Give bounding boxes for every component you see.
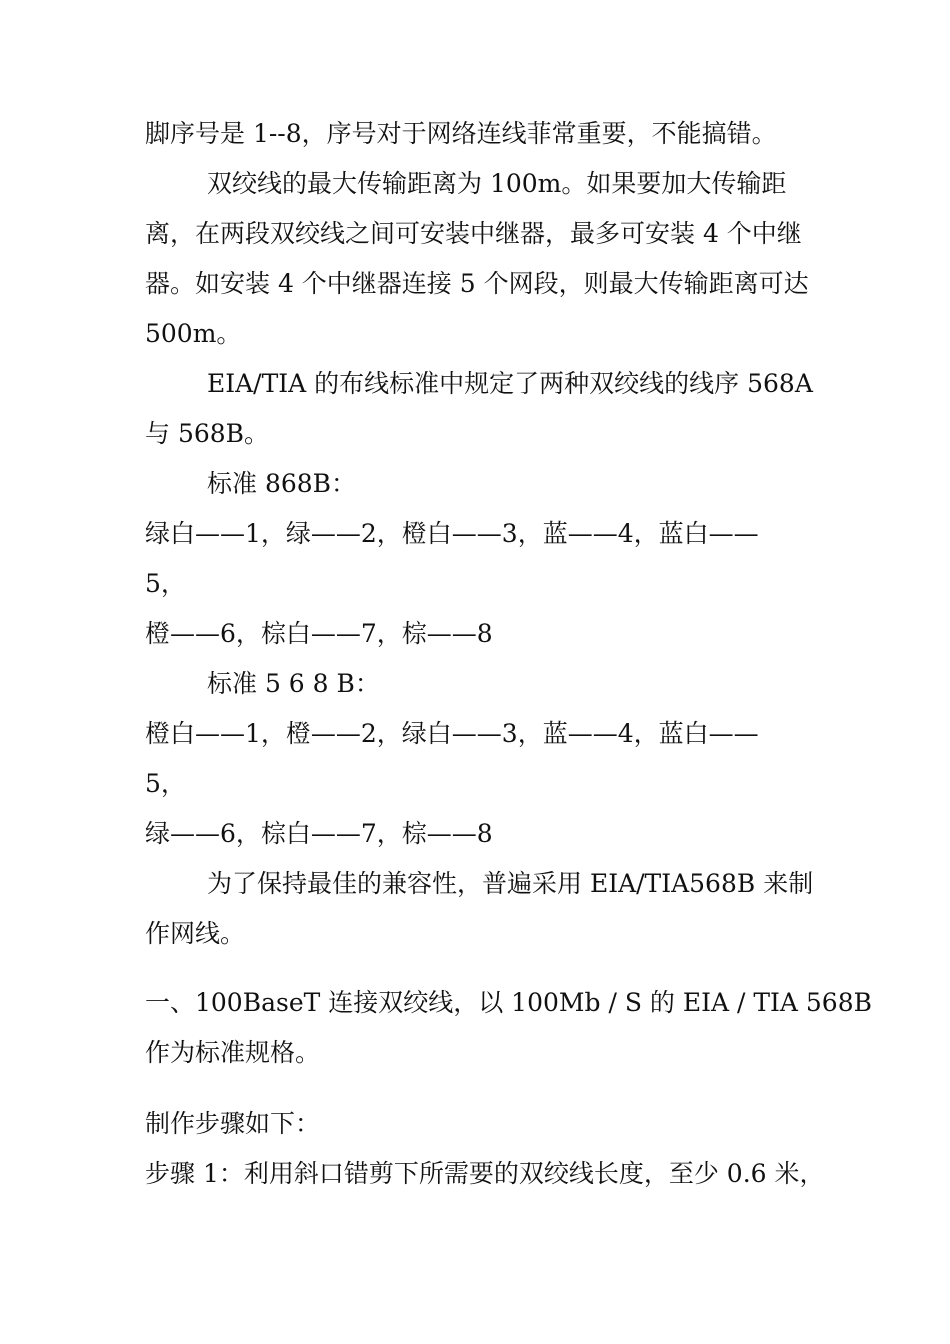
- text-line: 为了保持最佳的兼容性，普遍采用 EIA/TIA568B 来制: [207, 869, 814, 898]
- text-line: 5，: [145, 569, 186, 598]
- text-line: 标准 868B：: [207, 469, 357, 498]
- text-line: 作网线。: [145, 919, 246, 948]
- text-line: 标准 5 6 8 B：: [207, 669, 380, 698]
- text-line: 5，: [145, 769, 186, 798]
- text-line: 制作步骤如下：: [145, 1109, 321, 1138]
- text-line: 绿白——1，绿——2，橙白——3，蓝——4，蓝白——: [145, 519, 759, 548]
- text-line: 脚序号是 1--8，序号对于网络连线菲常重要，不能搞错。: [145, 119, 777, 148]
- text-line: 与 568B。: [145, 419, 270, 448]
- text-line: 一、100BaseT 连接双绞线，以 100Mb / S 的 EIA / TIA 568B: [145, 988, 872, 1017]
- text-line: EIA/TIA 的布线标准中规定了两种双绞线的线序 568A: [207, 369, 813, 398]
- text-line: 橙白——1，橙——2，绿白——3，蓝——4，蓝白——: [145, 719, 759, 748]
- text-line: 500m。: [145, 319, 242, 348]
- text-line: 器。如安装 4 个中继器连接 5 个网段，则最大传输距离可达: [145, 269, 809, 298]
- text-line: 双绞线的最大传输距离为 100m。如果要加大传输距: [207, 169, 787, 198]
- text-line: 离，在两段双绞线之间可安装中继器，最多可安装 4 个中继: [145, 219, 802, 248]
- text-line: 作为标准规格。: [145, 1038, 321, 1067]
- text-line: 橙——6，棕白——7，棕——8: [145, 619, 493, 648]
- text-line: 步骤 1：利用斜口错剪下所需要的双绞线长度，至少 0.6 米，: [145, 1159, 825, 1188]
- text-line: 绿——6，棕白——7，棕——8: [145, 819, 493, 848]
